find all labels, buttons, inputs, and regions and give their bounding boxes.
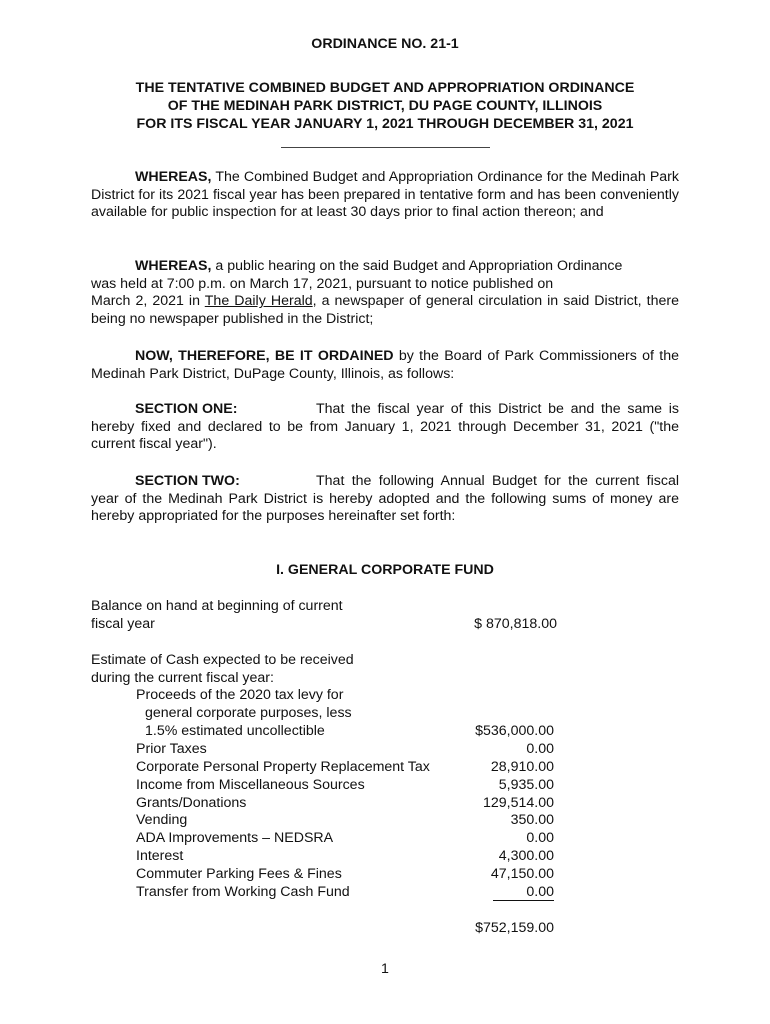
line-item-label: Prior Taxes [136, 741, 207, 757]
line-item-label: Commuter Parking Fees & Fines [136, 866, 342, 882]
balance-amount: $ 870,818.00 [474, 616, 557, 632]
line-item-amount: 4,300.00 [498, 848, 554, 864]
ordained-paragraph [91, 348, 679, 383]
whereas-text-line-3-post: , a newspaper of general circulation in said District, there being no newspaper published in the District; [91, 293, 679, 327]
section-one-text: That the fiscal year of this District be and the same is hereby fixed and declared to be from January 1, 2021 through December 31, 2021 ("the current fiscal year"). [91, 401, 679, 453]
whereas-text-line-1: a public hearing on the said Budget and Appropriation Ordinance [211, 258, 623, 274]
line-item-amount: 0.00 [526, 741, 554, 757]
estimate-label-line-2: during the current fiscal year: [91, 670, 274, 686]
page-number: 1 [381, 961, 389, 977]
line-item-label: Interest [136, 848, 184, 864]
title-underline-rule [281, 147, 490, 148]
line-item-label: ADA Improvements – NEDSRA [136, 830, 334, 846]
section-two-text: That the following Annual Budget for the current fiscal year of the Medinah Park District is hereby adopted and the following sums of money are hereby appropriated for the purposes hereinafter set forth: [91, 473, 679, 525]
balance-label-line-2: fiscal year [91, 616, 155, 632]
line-item-amount: 350.00 [510, 812, 554, 828]
line-item-label: Transfer from Working Cash Fund [136, 884, 350, 900]
whereas-text-line-3-pre: March 2, 2021 in [91, 293, 205, 310]
whereas-text-line-2: was held at 7:00 p.m. on March 17, 2021, pursuant to notice published on [91, 275, 554, 292]
line-item-label: Vending [136, 812, 188, 828]
levy-label-line-2: general corporate purposes, less [145, 705, 352, 721]
line-item-label: Grants/Donations [136, 795, 247, 811]
line-item-label: Corporate Personal Property Replacement Tax [136, 759, 430, 775]
whereas-paragraph-2 [91, 258, 679, 328]
line-item-amount: 28,910.00 [490, 759, 554, 775]
whereas-keyword: WHEREAS, [135, 258, 212, 274]
ordinance-title [0, 80, 770, 133]
line-item-amount: 5,935.00 [498, 777, 554, 793]
estimate-label-line-1: Estimate of Cash expected to be received [91, 652, 354, 668]
levy-label-line-1: Proceeds of the 2020 tax levy for [136, 687, 344, 703]
whereas-paragraph-1 [91, 169, 679, 222]
levy-amount: $536,000.00 [475, 723, 554, 739]
section-two-paragraph [91, 473, 679, 526]
balance-label-line-1: Balance on hand at beginning of current [91, 598, 343, 614]
title-line-3: FOR ITS FISCAL YEAR JANUARY 1, 2021 THROUGH DECEMBER 31, 2021 [136, 115, 634, 132]
ordinance-number: ORDINANCE NO. 21-1 [311, 36, 459, 52]
fund-heading: I. GENERAL CORPORATE FUND [276, 562, 494, 578]
section-two-label: SECTION TWO: [135, 473, 240, 489]
line-item-amount: 129,514.00 [482, 795, 554, 811]
line-item-amount-underlined: 0.00 [493, 884, 554, 901]
line-item-amount: 0.00 [526, 830, 554, 846]
whereas-text: The Combined Budget and Appropriation Ordinance for the Medinah Park District for its 2021 fiscal year has been prepared in tentative form and has been conveniently available for public inspection for at least 30 days prior to final action thereon; and [91, 169, 679, 221]
section-one-label: SECTION ONE: [135, 401, 238, 417]
whereas-keyword: WHEREAS, [135, 169, 212, 185]
line-item-label: Income from Miscellaneous Sources [136, 777, 365, 793]
title-line-1: THE TENTATIVE COMBINED BUDGET AND APPROPRIATION ORDINANCE [135, 80, 635, 96]
ordained-text: by the Board of Park Commissioners of the Medinah Park District, DuPage County, Illinois, as follows: [91, 348, 679, 382]
levy-label-line-3: 1.5% estimated uncollectible [145, 723, 325, 739]
ordained-keyword: NOW, THEREFORE, BE IT ORDAINED [135, 348, 394, 364]
section-one-paragraph [91, 401, 679, 454]
newspaper-name: The Daily Herald [204, 293, 313, 310]
fund-total: $752,159.00 [475, 920, 554, 936]
title-line-2: OF THE MEDINAH PARK DISTRICT, DU PAGE COUNTY, ILLINOIS [167, 97, 603, 114]
line-item-amount: 47,150.00 [490, 866, 554, 882]
